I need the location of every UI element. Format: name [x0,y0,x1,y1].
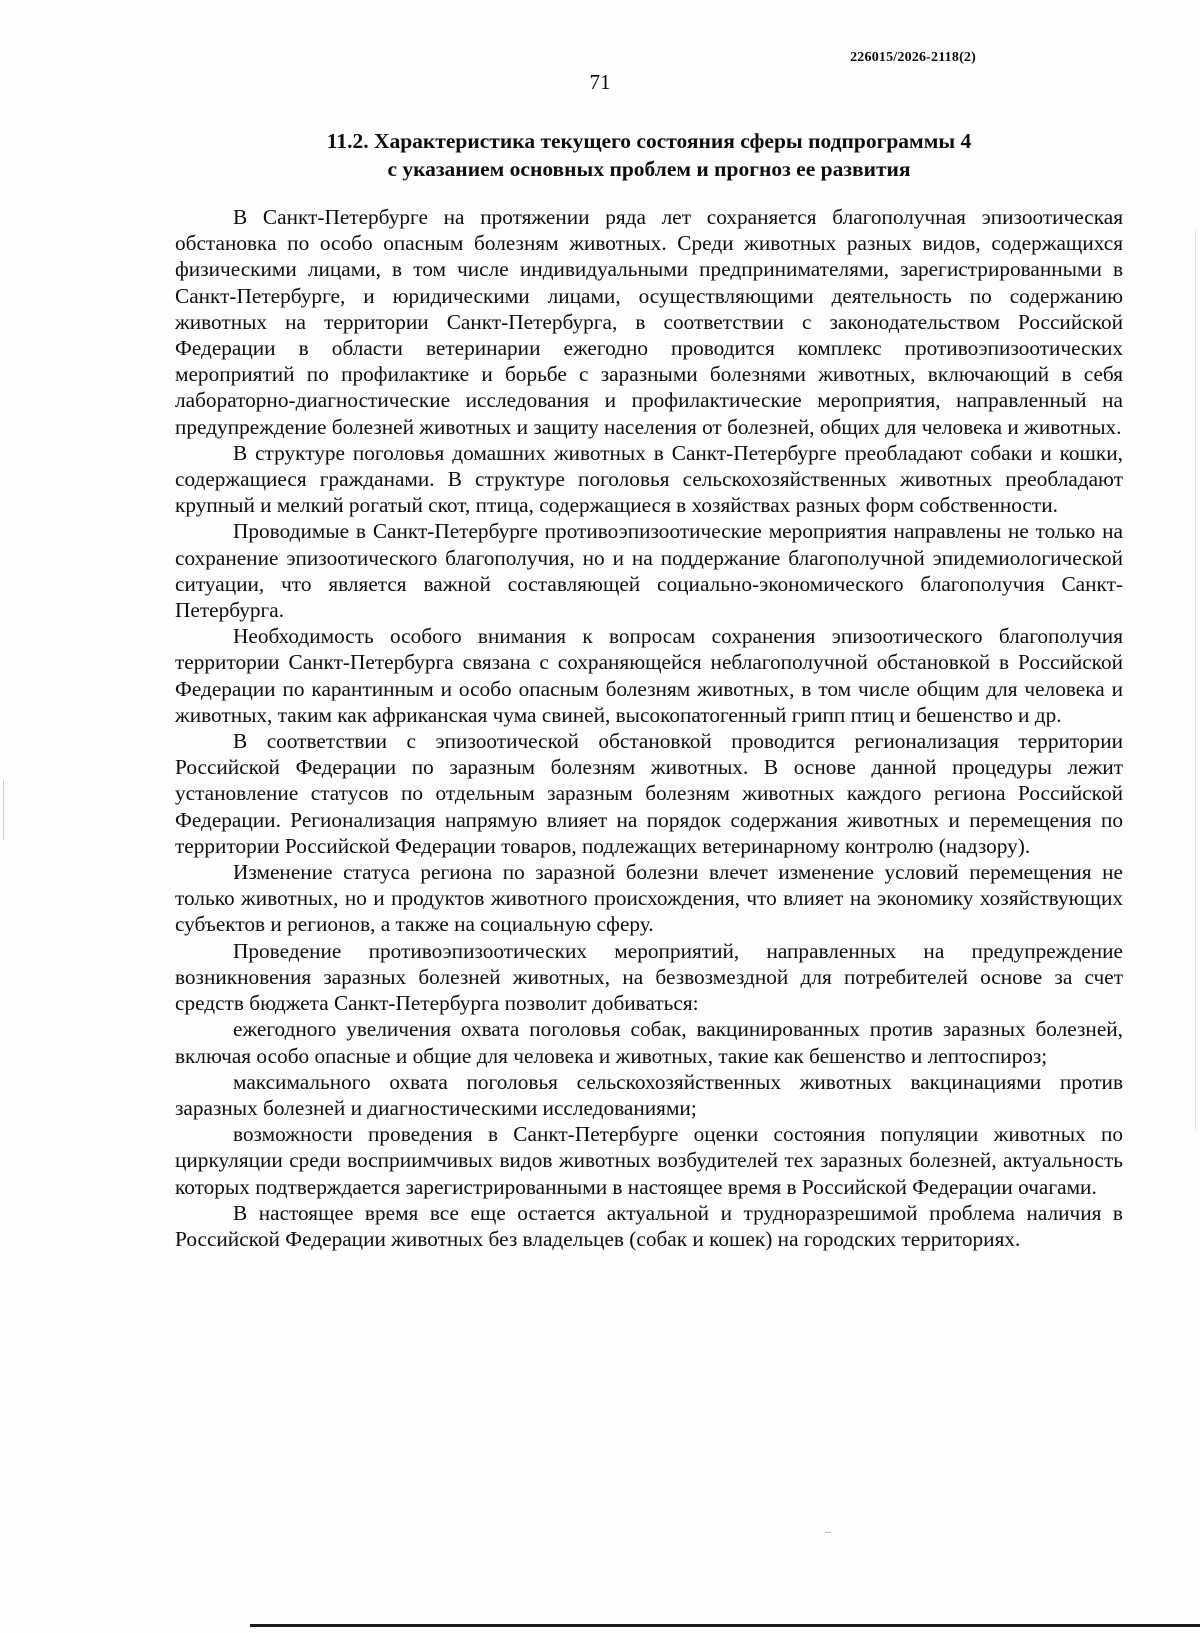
paragraph-stray-animals-problem: В настоящее время все еще остается актуальной и трудноразрешимой проблема наличия в Российской Федерации животных без владельцев (собак и кошек) на городских территориях. [175,1200,1123,1251]
document-registration-code: 226015/2026-2118(2) [850,50,976,65]
body-text [175,204,1123,1252]
scan-bottom-edge [250,1624,1200,1627]
list-item-farm-animal-coverage: максимального охвата поголовья сельскохозяйственных животных вакцинациями против заразных болезней и диагностическими исследованиями; [175,1069,1123,1120]
paragraph-epizootic-situation: В Санкт-Петербурге на протяжении ряда лет сохраняется благополучная эпизоотическая обстановка по особо опасным болезням животных. Среди животных разных видов, содержащихся физическими лицами, в том числе индивидуальными предпринимателями, зарегистрированными в Санкт-Петербурге, и юридическими лицами, осуществляющими деятельность по содержанию животных на территории Санкт-Петербурга, в соответствии с законодательством Российской Федерации в области ветеринарии ежегодно проводится комплекс противоэпизоотических мероприятий по профилактике и борьбе с заразными болезнями животных, включающий в себя лабораторно-диагностические исследования и профилактические мероприятия, направленный на предупреждение болезней животных и защиту населения от болезней, общих для человека и животных. [175,205,1123,439]
paragraph-livestock-structure: В структуре поголовья домашних животных в Санкт-Петербурге преобладают собаки и кошки, содержащиеся гражданами. В структуре поголовья сельскохозяйственных животных преобладают крупный и мелкий рогатый скот, птица, содержащиеся в хозяйствах разных форм собственности. [175,440,1123,518]
list-item-population-assessment: возможности проведения в Санкт-Петербурге оценки состояния популяции животных по циркуляции среди восприимчивых видов животных возбудителей тех заразных болезней, актуальность которых подтверждается зарегистрированными в настоящее время в Российской Федерации очагами. [175,1122,1123,1199]
paragraph-antiepizootic-measures: Проводимые в Санкт-Петербурге противоэпизоотические мероприятия направлены не только на сохранение эпизоотического благополучия, но и на поддержание благополучной эпидемиологической ситуации, что является важной составляющей социально-экономического благополучия Санкт-Петербурга. [175,519,1123,623]
section-title [175,127,1123,183]
section-title-line-2: с указанием основных проблем и прогноз ее развития [387,157,911,181]
page-number: 71 [589,70,611,94]
section-title-line-1: 11.2. Характеристика текущего состояния сферы подпрограммы 4 [326,129,972,153]
paragraph-special-attention: Необходимость особого внимания к вопросам сохранения эпизоотического благополучия территории Санкт-Петербурга связана с сохраняющейся неблагополучной обстановкой в Российской Федерации по карантинным и особо опасным болезням животных, в том числе общим для человека и животных, таким как африканская чума свиней, высокопатогенный грипп птиц и бешенство и др. [175,624,1123,727]
paragraph-status-change: Изменение статуса региона по заразной болезни влечет изменение условий перемещения не только животных, но и продуктов животного происхождения, что влияет на экономику хозяйствующих субъектов и регионов, а также на социальную сферу. [175,860,1123,937]
scan-artifact-right [1195,230,1196,1130]
scan-artifact-left [3,780,4,840]
paragraph-regionalization: В соответствии с эпизоотической обстановкой проводится регионализация территории Российской Федерации по заразным болезням животных. В основе данной процедуры лежит установление статусов по отдельным заразным болезням животных каждого региона Российской Федерации. Регионализация напрямую влияет на порядок содержания животных и перемещения по территории Российской Федерации товаров, подлежащих ветеринарному контролю (надзору). [175,729,1123,858]
scan-speck [825,1532,831,1533]
paragraph-budget-measures: Проведение противоэпизоотических мероприятий, направленных на предупреждение возникновения заразных болезней животных, на безвозмездной для потребителей основе за счет средств бюджета Санкт-Петербурга позволит добиваться: [175,938,1123,1016]
list-item-dog-vaccination: ежегодного увеличения охвата поголовья собак, вакцинированных против заразных болезней, включая особо опасные и общие для человека и животных, такие как бешенство и лептоспироз; [175,1017,1123,1068]
